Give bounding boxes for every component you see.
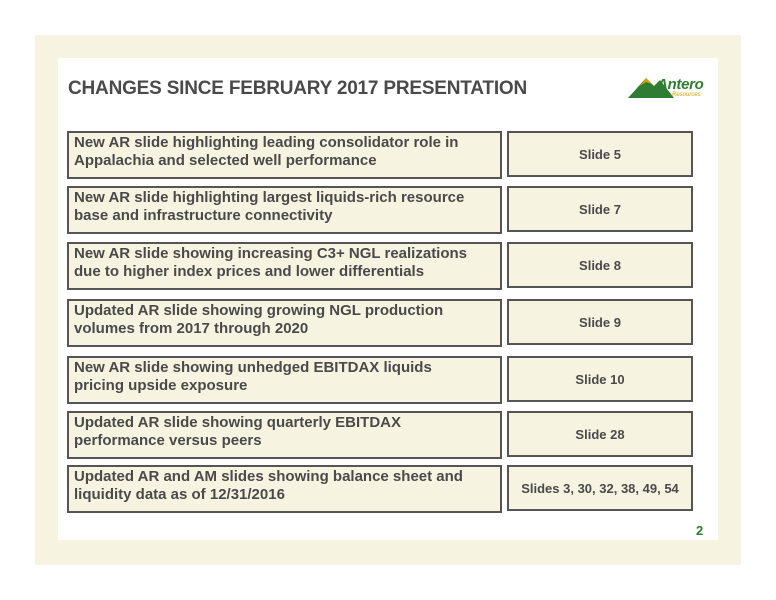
description-line: liquidity data as of 12/31/2016 [74,486,285,503]
description-line: base and infrastructure connectivity [74,207,333,224]
description-line: Appalachia and selected well performance [74,152,377,169]
slide-reference: Slide 8 [507,242,693,288]
antero-logo [626,68,714,108]
change-description [67,411,502,459]
description-line: New AR slide showing unhedged EBITDAX liquids [74,359,432,376]
change-description [67,131,502,179]
description-line: volumes from 2017 through 2020 [74,320,309,337]
page-title: CHANGES SINCE FEBRUARY 2017 PRESENTATION [68,78,527,99]
description-line: Updated AR slide showing growing NGL production [74,302,444,319]
description-line: Updated AR and AM slides showing balance sheet and [74,468,463,485]
description-line: Updated AR slide showing quarterly EBITDAX [74,414,401,431]
description-line: pricing upside exposure [74,377,248,394]
description-line: performance versus peers [74,432,262,449]
description-line: New AR slide highlighting leading consolidator role in [74,134,459,151]
description-line: due to higher index prices and lower differentials [74,263,425,280]
change-description [67,186,502,234]
slide-reference: Slide 5 [507,131,693,177]
change-row [67,465,691,511]
change-description [67,356,502,404]
slide [58,58,718,540]
change-row [67,356,691,402]
slide-reference: Slides 3, 30, 32, 38, 49, 54 [507,465,693,511]
slide-reference: Slide 7 [507,186,693,232]
logo-wordmark: Antero [657,76,704,93]
description-line: New AR slide highlighting largest liquids-rich resource [74,189,465,206]
slide-reference: Slide 10 [507,356,693,402]
change-row [67,242,691,288]
logo-subtext: Resources [672,92,701,98]
change-row [67,186,691,232]
description-line: New AR slide showing increasing C3+ NGL realizations [74,245,468,262]
change-description [67,465,502,513]
change-row [67,411,691,457]
change-description [67,299,502,347]
change-row [67,131,691,177]
slide-reference: Slide 9 [507,299,693,345]
change-row [67,299,691,345]
page-number: 2 [696,523,704,538]
change-description [67,242,502,290]
slide-reference: Slide 28 [507,411,693,457]
